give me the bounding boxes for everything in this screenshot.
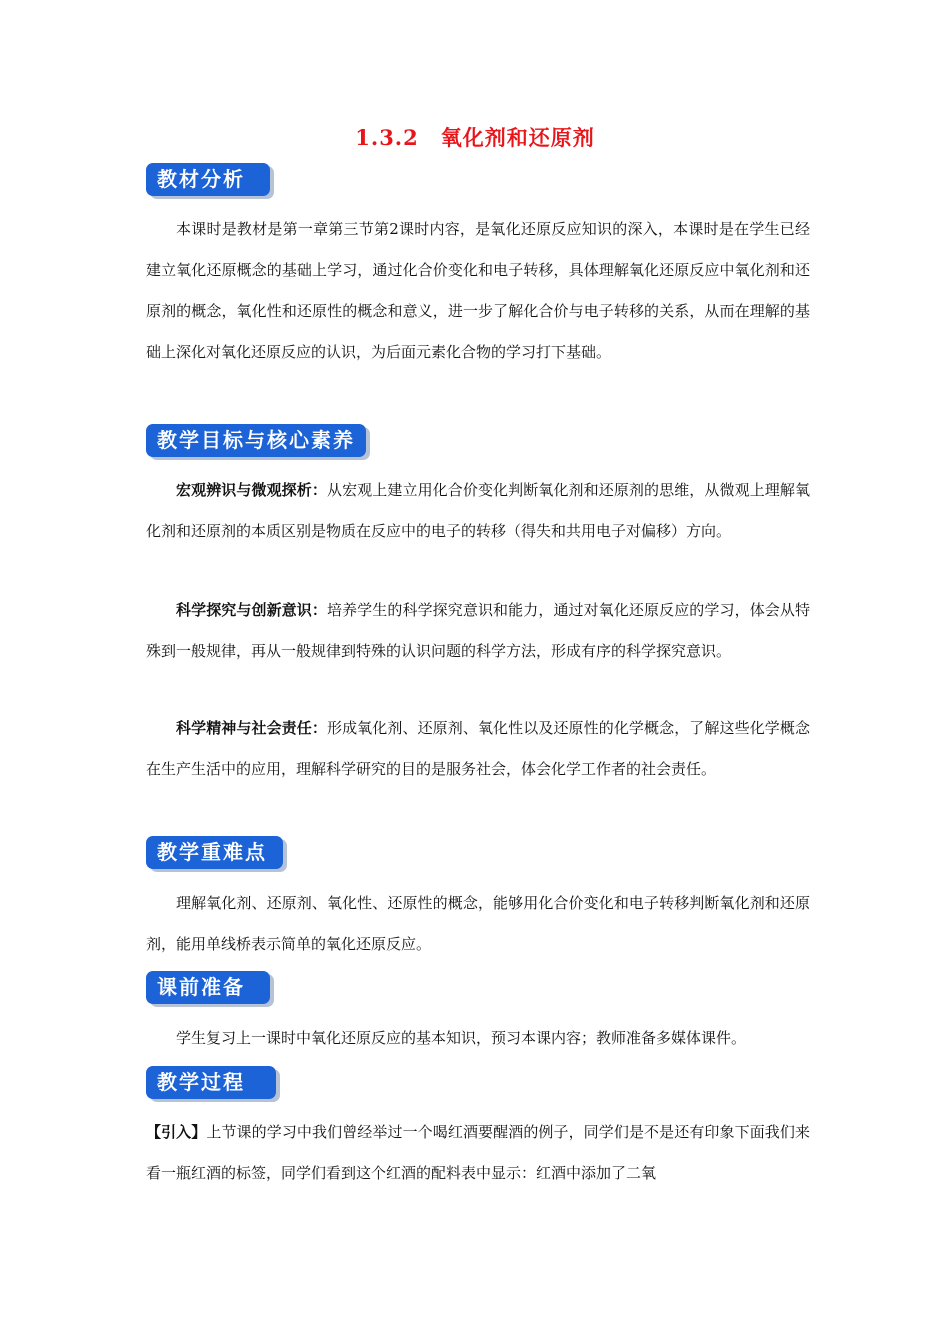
- goal-text: 形成氧化剂、还原剂、氧化性以及还原性的化学概念，了解这些化学概念在生产生活中的应用，理解科学研究的目的是服务社会，体会化学工作者的社会责任。: [146, 719, 810, 778]
- preparation-paragraph: 学生复习上一课时中氧化还原反应的基本知识，预习本课内容；教师准备多媒体课件。: [176, 1029, 747, 1047]
- goal-item-responsibility: [146, 708, 810, 790]
- keypoints-paragraph: 理解氧化剂、还原剂、氧化性、还原性的概念，能够用化合价变化和电子转移判断氧化剂和还原剂，能用单线桥表示简单的氧化还原反应。: [146, 894, 810, 953]
- section-badge-preparation: 课前准备: [146, 971, 270, 1004]
- section-badge-keypoints: 教学重难点: [146, 836, 283, 869]
- section-badge-analysis: 教材分析: [146, 163, 270, 196]
- goal-text: 培养学生的科学探究意识和能力，通过对氧化还原反应的学习，体会从特殊到一般规律，再从一般规律到特殊的认识问题的科学方法，形成有序的科学探究意识。: [146, 601, 810, 660]
- intro-text: 上节课的学习中我们曾经举过一个喝红酒要醒酒的例子，同学们是不是还有印象下面我们来看一瓶红酒的标签，同学们看到这个红酒的配料表中显示：红酒中添加了二氧: [146, 1123, 810, 1182]
- section-badge-goals: 教学目标与核心素养: [146, 424, 366, 457]
- goal-label: 科学精神与社会责任：: [176, 719, 327, 737]
- goal-label: 科学探究与创新意识：: [176, 601, 327, 619]
- intro-label: 【引入】: [146, 1123, 207, 1141]
- section-badge-process: 教学过程: [146, 1066, 276, 1099]
- page-title: 1.3.2 氧化剂和还原剂: [355, 125, 595, 150]
- goal-text: 从宏观上建立用化合价变化判断氧化剂和还原剂的思维，从微观上理解氧化剂和还原剂的本质区别是物质在反应中的电子的转移（得失和共用电子对偏移）方向。: [146, 481, 810, 540]
- goal-item-inquiry: [146, 590, 810, 672]
- process-intro-paragraph: [146, 1112, 810, 1194]
- goal-label: 宏观辨识与微观探析：: [176, 481, 327, 499]
- goal-item-macro-micro: [146, 470, 810, 552]
- analysis-paragraph: 本课时是教材是第一章第三节第2课时内容，是氧化还原反应知识的深入，本课时是在学生已经建立氧化还原概念的基础上学习，通过化合价变化和电子转移，具体理解氧化还原反应中氧化剂和还原剂的概念，氧化性和还原性的概念和意义，进一步了解化合价与电子转移的关系，从而在理解的基础上深化对氧化还原反应的认识，为后面元素化合物的学习打下基础。: [146, 220, 810, 361]
